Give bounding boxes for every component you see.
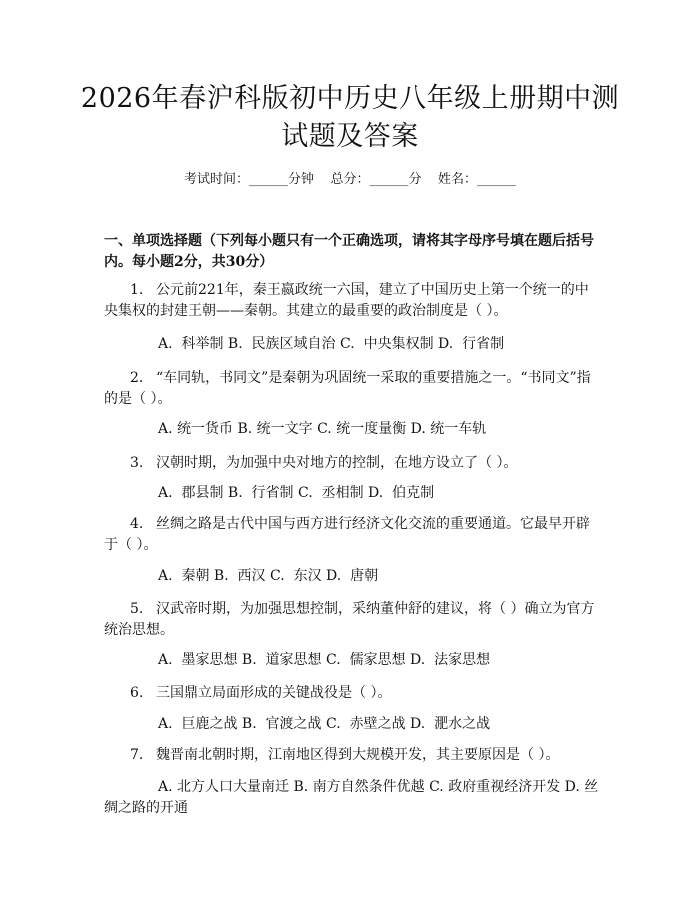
question-number: 4. [130, 516, 144, 532]
question-number: 3. [130, 455, 144, 471]
section-heading-single-choice: 一、单项选择题（下列每小题只有一个正确选项，请将其字母序号填在题后括号内。每小题2分，共30分） [104, 233, 594, 270]
question-number: 2. [130, 370, 144, 386]
question-text: 汉武帝时期，为加强思想控制，采纳董仲舒的建议，将（ ）确立为官方统治思想。 [104, 601, 595, 638]
question-1-options: A. 科举制 B. 民族区域自治 C. 中央集权制 D. 行省制 [158, 336, 505, 352]
question-6 [104, 683, 602, 704]
question-number: 1. [130, 282, 144, 298]
question-number: 5. [130, 601, 144, 617]
question-5 [104, 599, 602, 641]
question-2-options: A. 统一货币 B. 统一文字 C. 统一度量衡 D. 统一车轨 [158, 421, 487, 437]
exam-title-line-1: 2026年春沪科版初中历史八年级上册期中测 [80, 83, 620, 114]
question-text: 丝绸之路是古代中国与西方进行经济文化交流的重要通道。它最早开辟于（ ）。 [104, 516, 590, 553]
question-3 [104, 453, 602, 474]
exam-title-line-2: 试题及答案 [281, 121, 419, 152]
question-text: “车同轨，书同文”是秦朝为巩固统一采取的重要措施之一。“书同文”指的是（ ）。 [104, 370, 591, 407]
question-text: 魏晋南北朝时期，江南地区得到大规模开发，其主要原因是（ ）。 [156, 747, 560, 763]
question-2 [104, 368, 602, 410]
question-text: 汉朝时期，为加强中央对地方的控制，在地方设立了（ ）。 [156, 455, 518, 471]
question-number: 7. [130, 747, 144, 763]
question-7-options-text: A. 北方人口大量南迁 B. 南方自然条件优越 C. 政府重视经济开发 D. 丝绸之路的开通 [104, 779, 599, 816]
question-5-options: A. 墨家思想 B. 道家思想 C. 儒家思想 D. 法家思想 [158, 652, 491, 668]
question-4 [104, 514, 602, 556]
question-7-options [104, 777, 602, 819]
question-text: 公元前221年，秦王嬴政统一六国，建立了中国历史上第一个统一的中央集权的封建王朝——秦朝。其建立的最重要的政治制度是（ ）。 [104, 282, 589, 319]
question-text: 三国鼎立局面形成的关键战役是（ ）。 [156, 685, 392, 701]
exam-info-line: 考试时间：______分钟 总分：______分 姓名：______ [183, 172, 517, 187]
question-number: 6. [130, 685, 144, 701]
question-6-options: A. 巨鹿之战 B. 官渡之战 C. 赤壁之战 D. 淝水之战 [158, 716, 491, 732]
question-4-options: A. 秦朝 B. 西汉 C. 东汉 D. 唐朝 [158, 568, 379, 584]
question-3-options: A. 郡县制 B. 行省制 C. 丞相制 D. 伯克制 [158, 485, 435, 501]
question-1 [104, 280, 602, 322]
question-7 [104, 745, 602, 766]
